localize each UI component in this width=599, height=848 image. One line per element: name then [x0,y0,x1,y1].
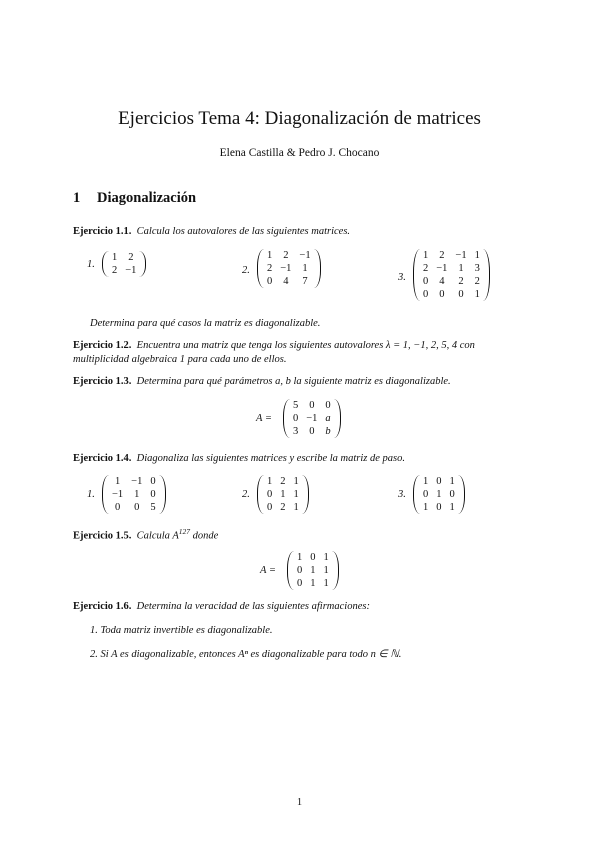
matrix-cell: 0 [134,502,140,513]
matrix-cell: 0 [297,578,303,589]
matrix-cell: 1 [436,489,442,500]
matrix-cell: 0 [439,289,445,300]
matrix-cell: 1 [323,552,329,563]
statement-item: 2. Si A es diagonalizable, entonces Aⁿ es diagonalizable para todo n ∈ ℕ. [90,649,402,660]
matrix-table [263,475,303,514]
matrix-lhs: A = [256,413,272,424]
matrix-cell: 7 [302,276,308,287]
matrix-label: 1. [87,259,95,270]
matrix-row [293,564,333,577]
matrix-1-4-2 [259,475,307,514]
exercise-text: Encuentra una matriz que tenga los siguientes autovalores λ = 1, −1, 2, 5, 4 con [136,340,475,351]
matrix-cell: 2 [280,502,286,513]
matrix-cell: −1 [131,476,143,487]
matrix-cell: 0 [423,289,429,300]
matrix-row [419,488,459,501]
matrix-cell: 0 [150,489,156,500]
exercise-text-post: donde [190,530,219,542]
matrix-row [419,288,484,301]
matrix-row [263,475,303,488]
matrix-cell: 0 [114,502,121,513]
matrix-row [108,264,140,277]
matrix-cell: 2 [112,265,118,276]
matrix-cell: 0 [436,476,442,487]
exercise-text-continued: multiplicidad algebraica 1 para cada uno de ellos. [73,354,287,365]
section-heading [73,190,196,207]
matrix-table [419,249,484,301]
matrix-cell: 0 [325,400,331,411]
matrix-cell: 0 [267,276,273,287]
left-parenthesis [257,475,264,514]
matrix-cell: 1 [310,578,316,589]
document-title: Ejercicios Tema 4: Diagonalización de matrices [118,108,481,129]
matrix-table [293,551,333,590]
matrix-cell: 0 [423,276,429,287]
matrix-cell: 1 [323,565,329,576]
matrix-cell: 1 [297,552,303,563]
matrix-label: 3. [398,272,406,283]
matrix-row [263,488,303,501]
matrix-cell: 0 [436,502,442,513]
matrix-cell: −1 [125,265,137,276]
matrix-row [293,551,333,564]
page-number: 1 [296,797,303,808]
matrix-cell: 2 [267,263,273,274]
authors: Elena Castilla & Pedro J. Chocano [219,147,380,159]
matrix-cell: 0 [267,489,273,500]
matrix-cell: 1 [474,250,480,261]
matrix-cell: a [325,413,331,424]
exercise-1-4 [73,453,405,464]
matrix-row [289,399,335,412]
matrix-cell: 0 [449,489,455,500]
matrix-table [289,399,335,438]
matrix-cell: 3 [474,263,480,274]
matrix-cell: 5 [293,400,299,411]
matrix-table [108,251,140,277]
matrix-row [263,275,315,288]
matrix-cell: 2 [423,263,429,274]
matrix-row [108,488,160,501]
matrix-table [419,475,459,514]
matrix-cell: 0 [458,289,464,300]
matrix-cell: 1 [267,476,273,487]
matrix-1-4-3 [415,475,463,514]
exercise-text: Diagonaliza las siguientes matrices y escribe la matriz de paso. [136,453,405,464]
matrix-row [108,251,140,264]
matrix-label: 3. [398,489,406,500]
matrix-row [419,262,484,275]
left-parenthesis [283,399,290,438]
exercise-text: Calcula los autovalores de las siguientes matrices. [136,226,351,237]
right-parenthesis [483,249,490,301]
matrix-label: 2. [242,489,250,500]
matrix-cell: 2 [439,250,445,261]
matrix-cell: 1 [293,502,299,513]
matrix-cell: −1 [455,250,467,261]
matrix-cell: 4 [283,276,289,287]
exercise-1-6 [73,601,370,612]
matrix-cell: 1 [293,476,299,487]
matrix-cell: 1 [458,263,464,274]
matrix-cell: 5 [150,502,156,513]
exercise-text: Calcula A [136,530,179,542]
matrix-row [419,275,484,288]
exercise-followup: Determina para qué casos la matriz es diagonalizable. [90,318,321,329]
exercise-1-5 [73,527,218,542]
matrix-cell: 0 [267,502,273,513]
right-parenthesis [159,475,166,514]
matrix-row [108,475,160,488]
exercise-label: Ejercicio 1.5. [73,530,132,542]
statement-item: 1. Toda matriz invertible es diagonalizable. [90,625,273,636]
matrix-cell: 0 [310,552,316,563]
matrix-cell: b [325,426,331,437]
exercise-label: Ejercicio 1.2. [73,340,132,351]
matrix-row [263,262,315,275]
matrix-cell: 1 [423,502,429,513]
left-parenthesis [413,475,420,514]
matrix-1-1-2 [259,249,319,288]
matrix-cell: 1 [474,289,480,300]
matrix-cell: 0 [423,489,429,500]
matrix-row [108,501,160,514]
exercise-text: Determina la veracidad de las siguientes afirmaciones: [136,601,370,612]
right-parenthesis [314,249,321,288]
matrix-label: 1. [87,489,95,500]
exercise-1-1 [73,226,350,237]
exercise-label: Ejercicio 1.3. [73,376,132,387]
matrix-cell: 1 [449,476,455,487]
matrix-cell: 0 [309,426,315,437]
matrix-lhs: A = [260,565,276,576]
matrix-cell: 2 [280,476,286,487]
right-parenthesis [332,551,339,590]
matrix-cell: 1 [423,250,429,261]
matrix-1-4-1 [104,475,164,514]
matrix-cell: 2 [474,276,480,287]
matrix-cell: −1 [436,263,448,274]
left-parenthesis [257,249,264,288]
left-parenthesis [102,475,109,514]
left-parenthesis [287,551,294,590]
matrix-cell: 2 [283,250,289,261]
matrix-row [419,501,459,514]
matrix-cell: 1 [310,565,316,576]
matrix-cell: 1 [302,263,308,274]
exercise-label: Ejercicio 1.6. [73,601,132,612]
matrix-cell: 1 [449,502,455,513]
matrix-cell: −1 [306,413,318,424]
matrix-row [289,412,335,425]
exercise-1-2 [73,340,475,351]
exercise-label: Ejercicio 1.4. [73,453,132,464]
matrix-1-5 [289,551,337,590]
matrix-cell: 1 [114,476,121,487]
right-parenthesis [302,475,309,514]
matrix-row [263,501,303,514]
left-parenthesis [102,251,109,277]
matrix-cell: −1 [280,263,292,274]
matrix-cell: 0 [293,413,299,424]
matrix-cell: 1 [293,489,299,500]
matrix-cell: −1 [299,250,311,261]
matrix-row [289,425,335,438]
matrix-cell: 1 [280,489,286,500]
matrix-table [108,475,160,514]
matrix-table [263,249,315,288]
matrix-1-3 [285,399,339,438]
right-parenthesis [334,399,341,438]
matrix-cell: 1 [323,578,329,589]
exercise-text: Determina para qué parámetros a, b la siguiente matriz es diagonalizable. [136,376,451,387]
matrix-1-1-1 [104,251,144,277]
right-parenthesis [139,251,146,277]
matrix-label: 2. [242,265,250,276]
matrix-cell: 0 [297,565,303,576]
exercise-1-3 [73,376,451,387]
exercise-label: Ejercicio 1.1. [73,226,132,237]
matrix-cell: 1 [423,476,429,487]
matrix-cell: 0 [309,400,315,411]
matrix-row [263,249,315,262]
matrix-cell: −1 [112,489,124,500]
section-number: 1 [73,190,81,206]
matrix-cell: 4 [439,276,445,287]
exponent: 127 [178,527,191,536]
matrix-cell: 1 [112,252,118,263]
right-parenthesis [458,475,465,514]
section-title: Diagonalización [97,190,197,206]
matrix-cell: 3 [293,426,299,437]
matrix-1-1-3 [415,249,488,301]
matrix-row [293,577,333,590]
matrix-cell: 2 [128,252,134,263]
matrix-cell: 0 [150,476,156,487]
matrix-cell: 1 [134,489,140,500]
matrix-row [419,249,484,262]
matrix-cell: 2 [458,276,464,287]
matrix-cell: 1 [267,250,273,261]
matrix-row [419,475,459,488]
left-parenthesis [413,249,420,301]
